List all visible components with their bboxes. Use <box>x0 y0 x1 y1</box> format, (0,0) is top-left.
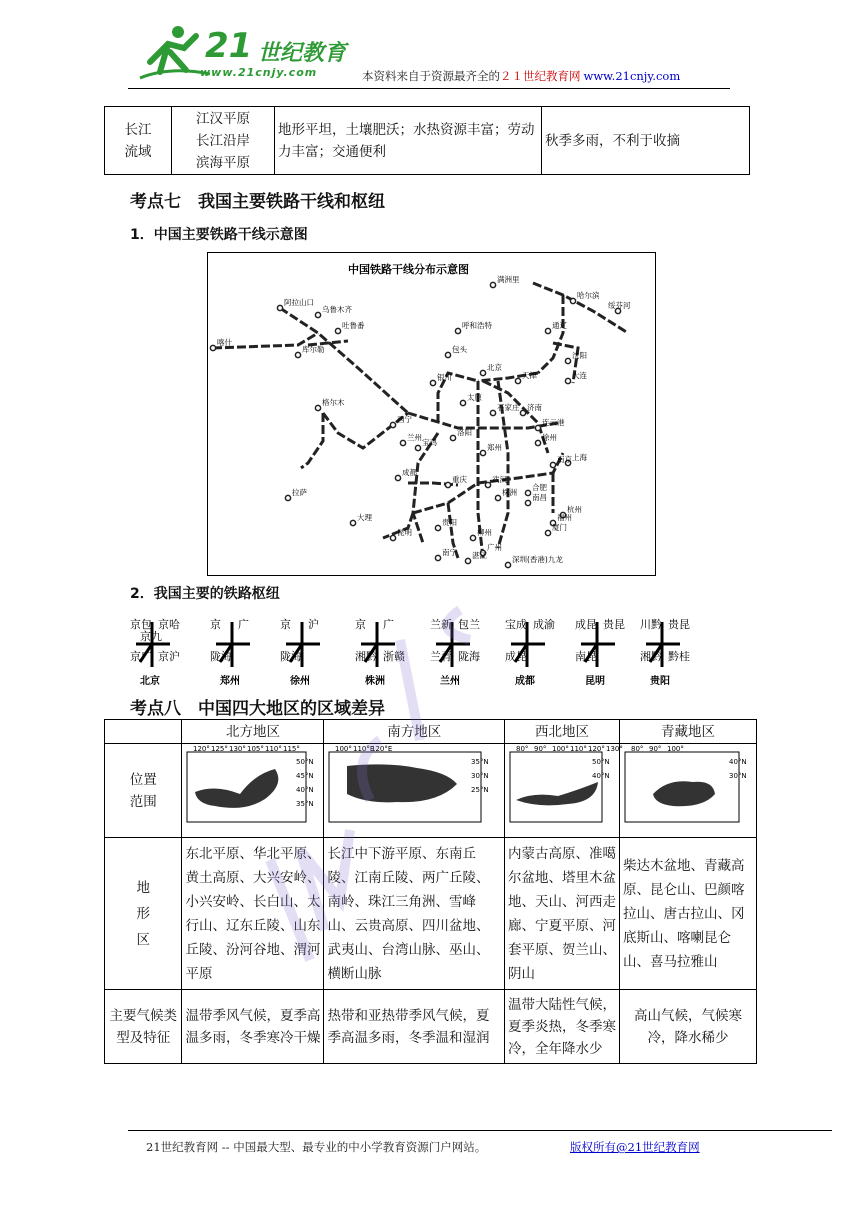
city-label: 石家庄 <box>497 403 520 412</box>
city-label: 沈阳 <box>572 351 587 360</box>
city-label: 绥芬河 <box>608 301 631 310</box>
svg-text:105°: 105° <box>247 745 265 753</box>
city-dot <box>485 482 490 487</box>
header-source-text <box>362 68 680 84</box>
header-qingzang: 青藏地区 <box>620 720 757 744</box>
city-label: 徐州 <box>542 433 557 442</box>
climate-north: 温带季风气候，夏季高温多雨，冬季寒冷干燥 <box>182 990 324 1064</box>
north-region-map <box>185 744 320 830</box>
city-label: 乌鲁木齐 <box>322 305 352 314</box>
south-region-map <box>327 744 495 830</box>
svg-text:80°: 80° <box>515 745 529 753</box>
city-dot <box>545 530 550 535</box>
city-dot <box>445 352 450 357</box>
city-label: 太原 <box>467 393 482 402</box>
city-label: 呼和浩特 <box>462 321 492 330</box>
city-dot <box>570 298 575 303</box>
svg-text:110°E: 110°E <box>353 745 375 753</box>
hub-label: 宝成 <box>505 618 527 631</box>
svg-text:35°N: 35°N <box>296 800 315 808</box>
map-north <box>182 744 324 838</box>
svg-text:25°N: 25°N <box>471 786 490 794</box>
svg-text:90°: 90° <box>533 745 547 753</box>
city-label: 株洲 <box>502 488 517 497</box>
svg-text:110°: 110° <box>265 745 283 753</box>
region-cell: 长江流域 <box>105 107 172 175</box>
hub-label: 浙赣 <box>383 650 405 663</box>
row-position-label: 位置范围 <box>105 744 182 838</box>
logo-url: www.21cnjy.com <box>200 66 318 79</box>
svg-text:80°: 80° <box>631 745 644 753</box>
svg-text:115°: 115° <box>283 745 301 753</box>
footer-text: 21世纪教育网 -- 中国最大型、最专业的中小学教育资源门户网站。 <box>146 1140 487 1154</box>
hub-label: 京 <box>210 618 221 631</box>
hub-4 <box>430 617 480 687</box>
city-label: 南昌 <box>532 493 547 502</box>
city-label: 兰州 <box>407 433 422 442</box>
logo-name: 世纪教育 <box>258 41 347 66</box>
city-dot <box>550 462 555 467</box>
climate-south: 热带和亚热带季风气候，夏季高温多雨，冬季温和湿润 <box>324 990 505 1064</box>
city-label: 库尔勒 <box>302 345 325 354</box>
hub-name: 株洲 <box>365 676 385 687</box>
city-label: 昆明 <box>397 528 412 537</box>
hub-label: 黔桂 <box>668 650 690 663</box>
terrain-north: 东北平原、华北平原、黄土高原、大兴安岭、小兴安岭、长白山、太行山、辽东丘陵、山东丘陵、汾河谷地、渭河平原 <box>182 838 324 990</box>
regions-table <box>104 719 757 1064</box>
logo-number: 21 <box>205 26 253 66</box>
corner-cell <box>105 720 182 744</box>
city-label: 包头 <box>452 345 467 354</box>
city-label: 重庆 <box>452 475 467 484</box>
railway-map-svg <box>208 253 655 575</box>
city-dot <box>435 525 440 530</box>
city-label: 武汉 <box>492 475 507 484</box>
hub-0 <box>130 617 180 687</box>
city-dot <box>445 482 450 487</box>
hub-label: 京哈 <box>158 618 180 631</box>
city-dot <box>295 352 300 357</box>
city-label: 大连 <box>572 371 587 380</box>
hub-label: 广 <box>383 618 394 631</box>
hub-1 <box>210 617 250 687</box>
city-dot <box>480 370 485 375</box>
city-dot <box>490 410 495 415</box>
city-label: 郑州 <box>487 443 502 452</box>
svg-text:110°: 110° <box>569 745 587 753</box>
header-site-name[interactable]: ２１世纪教育网 <box>500 69 581 83</box>
city-label: 杭州 <box>567 505 582 514</box>
railway-map-title: 中国铁路干线分布示意图 <box>348 263 469 276</box>
section8-title: 考点八 中国四大地区的区域差异 <box>130 699 385 719</box>
city-label: 满洲里 <box>497 275 520 284</box>
svg-text:130°: 130° <box>605 745 623 753</box>
hubs-svg <box>130 612 710 690</box>
hub-name: 成都 <box>515 676 535 687</box>
footer-copyright-link[interactable]: 版权所有@21世纪教育网 <box>570 1140 700 1154</box>
terrain-northwest: 内蒙古高原、准噶尔盆地、塔里木盆地、天山、河西走廊、宁夏平原、河套平原、贺兰山、阴山 <box>504 838 619 990</box>
city-dot <box>435 555 440 560</box>
city-label: 天津 <box>522 371 537 380</box>
city-label: 大理 <box>357 513 372 522</box>
hub-label: 沪 <box>308 618 319 631</box>
hub-label: 兰新 <box>430 618 452 631</box>
city-label: 格尔木 <box>322 398 345 407</box>
plains-cell: 江汉平原 长江沿岸 滨海平原 <box>172 107 275 175</box>
hub-7 <box>640 617 690 687</box>
header-northwest: 西北地区 <box>504 720 619 744</box>
railway-hubs <box>130 612 710 690</box>
advantage-cell: 地形平坦，土壤肥沃；水热资源丰富；劳动力丰富；交通便利 <box>275 107 542 175</box>
hub-label: 京 <box>355 618 366 631</box>
hub-name: 贵阳 <box>650 676 670 687</box>
hub-name: 昆明 <box>585 676 605 687</box>
hub-label: 成昆 <box>575 618 597 631</box>
city-dot <box>505 562 510 567</box>
city-dot <box>520 410 525 415</box>
city-dot <box>535 425 540 430</box>
map-qingzang <box>620 744 757 838</box>
hub-label: 陇海 <box>210 650 232 663</box>
city-dot <box>315 405 320 410</box>
svg-text:100°: 100° <box>551 745 569 753</box>
city-dot <box>495 495 500 500</box>
row-climate-label: 主要气候类型及特征 <box>105 990 182 1064</box>
city-label: 厦门 <box>552 523 567 532</box>
city-dot <box>277 305 282 310</box>
city-dot <box>480 450 485 455</box>
header-prefix: 本资料来自于资源最齐全的 <box>362 69 500 83</box>
svg-text:90°: 90° <box>649 745 662 753</box>
svg-text:120°: 120° <box>193 745 211 753</box>
row-terrain-label: 地形区 <box>105 838 182 990</box>
hub-label: 南昆 <box>575 650 597 663</box>
city-label: 广州 <box>487 543 502 552</box>
city-dot <box>525 500 530 505</box>
railway-map <box>207 252 656 576</box>
region-shape <box>653 781 715 806</box>
hub-label: 成渝 <box>533 618 555 631</box>
disadvantage-cell: 秋季多雨，不利于收摘 <box>542 107 750 175</box>
city-dot <box>415 445 420 450</box>
hub-label: 成昆 <box>505 650 527 663</box>
hub-name: 郑州 <box>220 676 240 687</box>
hub-5 <box>505 617 555 687</box>
city-dot <box>565 358 570 363</box>
climate-qingzang: 高山气候，气候寒冷，降水稀少 <box>620 990 757 1064</box>
hub-2 <box>280 617 320 687</box>
city-label: 拉萨 <box>292 488 307 497</box>
city-label: 银川 <box>437 373 452 382</box>
city-dot <box>430 380 435 385</box>
hub-label: 京包 <box>130 618 152 631</box>
city-dot <box>285 495 290 500</box>
city-dot <box>455 328 460 333</box>
city-dot <box>470 535 475 540</box>
city-label: 阿拉山口 <box>284 298 314 307</box>
hub-name: 徐州 <box>290 676 310 687</box>
city-label: 连云港 <box>542 418 565 427</box>
footer-divider <box>128 1130 832 1131</box>
svg-text:35°N: 35°N <box>471 758 490 766</box>
city-dot <box>335 328 340 333</box>
city-label: 喀什 <box>217 338 232 347</box>
city-dot <box>525 490 530 495</box>
hub-name: 兰州 <box>440 676 460 687</box>
terrain-qingzang: 柴达木盆地、青藏高原、昆仑山、巴颜喀拉山、唐古拉山、冈底斯山、喀喇昆仑山、喜马拉雅山 <box>620 838 757 990</box>
map-south <box>324 744 505 838</box>
hub-label: 京 <box>280 618 291 631</box>
header-south: 南方地区 <box>324 720 505 744</box>
city-dot <box>210 345 215 350</box>
hub-label: 陇海 <box>280 650 302 663</box>
climate-northwest: 温带大陆性气候，夏季炎热，冬季寒冷，全年降水少 <box>504 990 619 1064</box>
city-dot <box>565 378 570 383</box>
section7-title: 考点七 我国主要铁路干线和枢纽 <box>130 192 385 212</box>
section7-sub2: 2．我国主要的铁路枢纽 <box>130 586 280 602</box>
city-label: 南京 <box>557 455 572 464</box>
city-label: 吐鲁番 <box>342 321 365 330</box>
map-northwest <box>504 744 623 838</box>
svg-text:50°N: 50°N <box>591 758 610 766</box>
city-dot <box>390 535 395 540</box>
northwest-region-map <box>508 744 623 830</box>
hub-label: 兰青 <box>430 650 452 663</box>
hub-3 <box>355 617 405 687</box>
city-label: 柳州 <box>477 528 492 537</box>
svg-text:45°N: 45°N <box>296 772 315 780</box>
svg-text:120°: 120° <box>587 745 605 753</box>
hub-label: 川黔 <box>640 618 662 631</box>
city-label: 深圳(香港)九龙 <box>512 555 563 564</box>
city-label: 济南 <box>527 403 542 412</box>
qingzang-region-map <box>623 744 753 830</box>
hub-label: 广 <box>238 618 249 631</box>
svg-text:50°N: 50°N <box>296 758 315 766</box>
city-dot <box>350 520 355 525</box>
hub-label: 包兰 <box>458 618 480 631</box>
svg-text:100°: 100° <box>335 745 353 753</box>
region-shape <box>516 782 598 805</box>
svg-text:30°N: 30°N <box>471 772 490 780</box>
svg-text:120°E: 120°E <box>371 745 393 753</box>
hub-label: 湘黔 <box>640 650 662 663</box>
city-label: 洛阳 <box>457 428 472 437</box>
svg-text:40°N: 40°N <box>296 786 315 794</box>
city-dot <box>490 282 495 287</box>
hub-label: 京九 <box>140 630 162 643</box>
city-label: 北京 <box>487 363 502 372</box>
hub-label: 贵昆 <box>603 618 625 631</box>
hub-label: 陇海 <box>458 650 480 663</box>
svg-text:30°N: 30°N <box>729 772 747 780</box>
city-label: 湛江 <box>472 551 487 560</box>
city-dot <box>545 328 550 333</box>
section7-sub1: 1．中国主要铁路干线示意图 <box>130 227 308 243</box>
header-north: 北方地区 <box>182 720 324 744</box>
svg-text:40°N: 40°N <box>729 758 747 766</box>
hub-name: 北京 <box>140 676 160 687</box>
city-dot <box>460 400 465 405</box>
svg-text:100°: 100° <box>667 745 684 753</box>
city-label: 南宁 <box>442 548 457 557</box>
city-dot <box>535 440 540 445</box>
city-label: 通辽 <box>552 321 567 330</box>
svg-text:125°: 125° <box>211 745 229 753</box>
city-dot <box>400 440 405 445</box>
city-dot <box>315 312 320 317</box>
region-shape <box>347 764 457 802</box>
city-label: 福州 <box>557 513 572 522</box>
city-label: 哈尔滨 <box>577 291 600 300</box>
svg-text:40°N: 40°N <box>591 772 610 780</box>
city-label: 合肥 <box>532 483 547 492</box>
city-dot <box>465 558 470 563</box>
hub-6 <box>575 617 625 687</box>
svg-text:130°: 130° <box>229 745 247 753</box>
city-dot <box>395 475 400 480</box>
city-dot <box>390 422 395 427</box>
hub-label: 京广 <box>130 650 152 663</box>
hub-label: 贵昆 <box>668 618 690 631</box>
city-label: 宝鸡 <box>422 438 437 447</box>
header-divider <box>128 88 730 89</box>
city-label: 贵阳 <box>442 518 457 527</box>
city-dot <box>450 435 455 440</box>
city-label: 上海 <box>572 453 587 462</box>
hub-label: 京沪 <box>158 650 180 663</box>
hub-label: 湘黔 <box>355 650 377 663</box>
terrain-south: 长江中下游平原、东南丘陵、江南丘陵、两广丘陵、南岭、珠江三角洲、雪峰山、云贵高原、四川盆地、武夷山、台湾山脉、巫山、横断山脉 <box>324 838 505 990</box>
city-label: 西宁 <box>397 415 412 424</box>
city-label: 成都 <box>402 468 417 477</box>
region-shape <box>195 769 278 808</box>
city-dot <box>515 378 520 383</box>
crop-region-table <box>104 106 750 175</box>
header-site-url[interactable]: www.21cnjy.com <box>583 69 681 83</box>
